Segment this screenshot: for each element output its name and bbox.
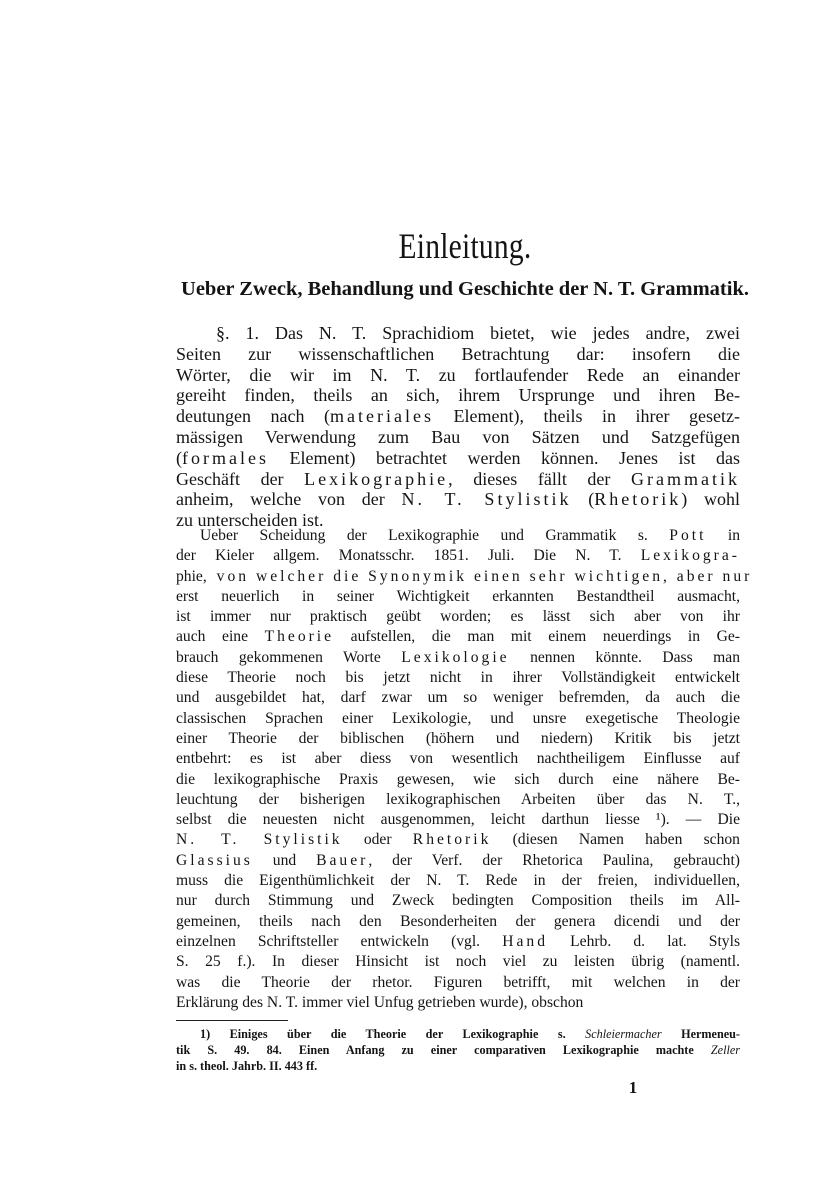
text-run: Lehrb. d. lat. Styls xyxy=(548,932,741,950)
text-run: Wörter, die wir im N. T. zu fortlaufender Rede an einander xyxy=(176,364,740,385)
text-run: tik S. 49. 84. Einen Anfang zu einer comparativen Lexikographie machte xyxy=(176,1043,711,1057)
text-line xyxy=(176,1026,740,1042)
text-run: ( xyxy=(176,447,182,468)
text-run: in xyxy=(706,527,740,544)
text-line xyxy=(176,871,740,891)
text-line xyxy=(176,385,740,406)
text-run: leuchtung der bisherigen lexikographischen Arbeiten über das N. T., xyxy=(176,790,740,808)
emphasised-term: N. T. Stylistik xyxy=(176,831,343,849)
text-run: 1) Einiges über die Theorie der Lexikographie s. xyxy=(200,1027,586,1041)
text-line xyxy=(176,891,740,911)
text-line xyxy=(176,406,740,427)
page-number: 1 xyxy=(628,1078,638,1097)
text-run: §. 1. Das N. T. Sprachidiom bietet, wie jedes andre, zwei xyxy=(216,323,740,343)
text-run: in s. theol. Jahrb. II. 443 ff. xyxy=(176,1059,318,1073)
emphasised-term: Zeller xyxy=(710,1043,740,1057)
text-line xyxy=(176,790,740,810)
text-run: Ueber Scheidung der Lexikographie und Grammatik s. xyxy=(200,527,670,544)
paragraph-section-1 xyxy=(176,323,740,531)
text-run: gemeinen, theils nach den Besonderheiten der genera dicendi und der xyxy=(176,912,740,930)
text-line xyxy=(176,830,740,850)
text-run: und ausgebildet hat, darf zwar um so weniger befremden, da auch die xyxy=(176,689,740,707)
text-line xyxy=(176,546,740,566)
text-line xyxy=(176,587,740,607)
text-run: deutungen nach ( xyxy=(176,406,330,427)
emphasised-term: Pott xyxy=(669,527,707,544)
emphasised-term: Lexikographie xyxy=(304,468,449,489)
text-run: ist immer nur praktisch geübt worden; es lässt sich aber von ihr xyxy=(176,608,740,626)
text-run: was die Theorie der rhetor. Figuren betrifft, mit welchen in der xyxy=(176,973,740,991)
emphasised-term: Bauer xyxy=(316,851,369,869)
text-line xyxy=(176,912,740,932)
text-run: diese Theorie noch bis jetzt nicht in ihrer Vollständigkeit entwickelt xyxy=(176,669,740,687)
text-line xyxy=(176,749,740,769)
text-run: oder xyxy=(342,831,413,849)
text-line xyxy=(176,729,740,749)
text-line xyxy=(176,365,740,386)
text-run: und xyxy=(252,851,317,869)
text-line xyxy=(176,323,740,344)
text-run: selbst die neuesten nicht ausgenommen, leicht darthun liesse ¹). — Die xyxy=(176,811,740,829)
footnote-rule xyxy=(176,1020,288,1021)
emphasised-term: Theorie xyxy=(264,628,335,646)
text-line xyxy=(176,688,740,708)
emphasised-term: Rhetorik xyxy=(594,489,682,510)
text-run: muss die Eigenthümlichkeit der N. T. Rede in der freien, individuellen, xyxy=(176,872,740,890)
text-run: aufstellen, die man mit einem neuerdings in Ge- xyxy=(334,628,740,646)
text-run: Geschäft der xyxy=(176,468,305,489)
text-run: S. 25 f.). In dieser Hinsicht ist noch viel zu leisten übrig (namentl. xyxy=(176,953,740,971)
text-run: , dieses fällt der xyxy=(448,468,632,489)
text-run: brauch gekommenen Worte xyxy=(176,648,402,666)
chapter-heading: Einleitung. xyxy=(398,226,532,266)
text-run: Element), theils in ihrer gesetz- xyxy=(433,406,740,427)
text-line xyxy=(176,973,740,993)
text-run: nennen könnte. Dass man xyxy=(509,648,740,666)
text-line xyxy=(176,489,740,510)
emphasised-term: Rhetorik xyxy=(412,831,492,849)
text-run: zu unterscheiden ist. xyxy=(176,510,324,531)
text-line xyxy=(176,526,740,546)
emphasised-term: Schleiermacher xyxy=(585,1027,662,1041)
text-run: classischen Sprachen einer Lexikologie, und unsre exegetische Theologie xyxy=(176,709,740,727)
text-line xyxy=(176,448,740,469)
emphasised-term: Glassius xyxy=(176,851,253,869)
text-line xyxy=(176,952,740,972)
text-run: phie xyxy=(176,567,203,585)
text-run: ) wohl xyxy=(681,489,741,510)
emphasised-term: , von welcher die Synonymik einen sehr wichtigen, aber nur xyxy=(202,567,753,585)
text-line xyxy=(176,668,740,688)
text-run: nur durch Stimmung und Zweck bedingten Composition theils im All- xyxy=(176,892,740,910)
text-run: Erklärung des N. T. immer viel Unfug getrieben wurde), obschon xyxy=(176,993,584,1011)
text-run: die lexikographische Praxis gewesen, wie sich durch eine nähere Be- xyxy=(176,770,740,788)
text-run: auch eine xyxy=(176,628,265,646)
paragraph-remarks xyxy=(176,526,753,1013)
text-run: (diesen Namen haben schon xyxy=(491,831,740,849)
emphasised-term: Lexikogra- xyxy=(640,547,740,565)
text-line xyxy=(176,932,740,952)
emphasised-term: formales xyxy=(182,447,269,468)
text-run: Seiten zur wissenschaftlichen Betrachtung dar: insofern die xyxy=(176,343,740,364)
text-line xyxy=(176,469,740,490)
text-line xyxy=(176,1042,740,1058)
text-run: anheim, welche von der xyxy=(176,489,402,510)
text-line xyxy=(176,1058,740,1074)
text-line xyxy=(176,567,753,587)
text-line xyxy=(176,607,740,627)
text-run: ( xyxy=(571,489,595,510)
text-line xyxy=(176,993,740,1013)
text-run: mässigen Verwendung zum Bau von Sätzen und Satzgefügen xyxy=(176,426,740,447)
text-line xyxy=(176,770,740,790)
text-run: erst neuerlich in seiner Wichtigkeit erkannten Bestandtheil ausmacht, xyxy=(176,587,740,605)
text-run: der Kieler allgem. Monatsschr. 1851. Juli. Die N. T. xyxy=(176,547,641,565)
footnote xyxy=(176,1026,740,1074)
emphasised-term: Hand xyxy=(502,932,548,950)
emphasised-term: Grammatik xyxy=(631,468,741,489)
text-run: einzelnen Schriftsteller entwickeln (vgl. xyxy=(176,932,503,950)
text-line xyxy=(176,648,740,668)
text-line xyxy=(176,709,740,729)
text-run: gereiht finden, theils an sich, ihrem Ursprunge und ihren Be- xyxy=(176,385,740,406)
text-line xyxy=(176,627,740,647)
text-run: entbehrt: es ist aber diess von wesentlich nachtheiligem Einflusse auf xyxy=(176,750,740,768)
text-line xyxy=(176,810,740,830)
text-line xyxy=(176,344,740,365)
chapter-subheading: Ueber Zweck, Behandlung und Geschichte der N. T. Grammatik. xyxy=(181,278,749,300)
emphasised-term: materiales xyxy=(330,406,434,427)
text-line xyxy=(176,427,740,448)
text-run: einer Theorie der biblischen (höhern und niedern) Kritik bis jetzt xyxy=(176,729,740,747)
emphasised-term: Lexikologie xyxy=(401,648,510,666)
text-line xyxy=(176,851,740,871)
text-run: , der Verf. der Rhetorica Paulina, gebraucht) xyxy=(368,851,740,869)
text-run: Hermeneu- xyxy=(661,1027,740,1041)
emphasised-term: N. T. Stylistik xyxy=(401,489,572,510)
text-run: Element) betrachtet werden können. Jenes ist das xyxy=(268,447,740,468)
